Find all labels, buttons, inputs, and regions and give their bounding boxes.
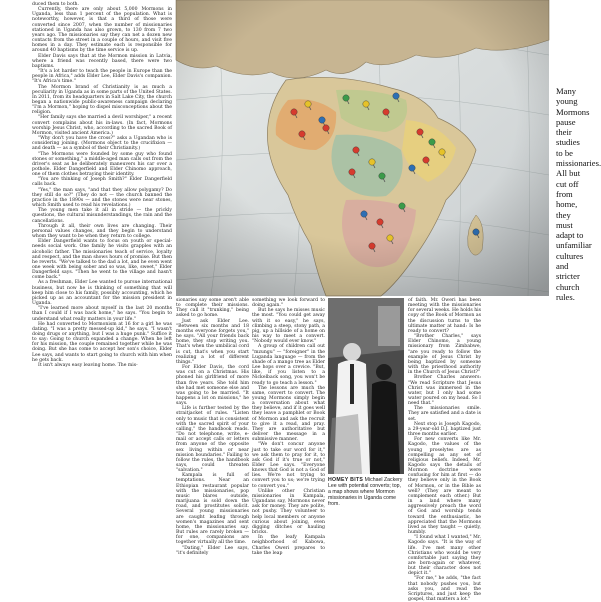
article-paragraph: Brother Charles answers: "We read Scripture that Jesus Christ was immersed in the water, but I only had some water poured on my head. So I need that.": [408, 375, 481, 407]
article-paragraph: A group of children call out "mzungu" — "foreigner" in the Luganda language — from the shade of a mango tree as Elder Lee hops over a crevice. "But, like, if you listen to a Nickelback song, you won't be ready to go teach a lesson.": [252, 344, 325, 386]
article-paragraph: "I found what I wanted," Mr. Kagodo says. "It is the way of life. I've met many other Christians who would be very comfortable just saying they are born-again or whatever, but their character does not depict it.": [408, 535, 481, 577]
article-column-4: [408, 298, 481, 602]
article-paragraph: "It's a lot harder to teach the people in Europe than the people in Africa," adds Elder Lee, Elder Davis's companion. "It's Africa's time.": [32, 69, 172, 85]
caption-lead: HOMEY BITS: [328, 477, 364, 483]
photo-caption: [328, 477, 404, 507]
article-column-2: [176, 298, 249, 556]
article-paragraph: of faith. Mr. Oweri has been meeting with the missionaries for several weeks. He holds his copy of the Book of Mormon as the discussion turns to the ultimate matter at hand: Is he ready to convert?: [408, 298, 481, 334]
article-paragraph: Currently, there are only about 5,000 Mormons in Uganda, less than 1 percent of the population. What is noteworthy, however, is that a third of those were converted since 2007, when the number of missionaries stationed in Uganda has also grown, to 130 from 7 two years ago. The missionaries say they can net a dozen new contacts from the street in a couple of hours, and visit five homes in a day. They estimate each is responsible for around 40 baptisms by the time service is up.: [32, 7, 172, 54]
caption-text: Michael Zackery Lee with potential converts; top, a map shows where Mormon missionaries in Uganda come from.: [328, 477, 403, 508]
article-paragraph: Unlike other Christian missionaries in Kampala, Ugandans say, Mormons never ask for money. They are polite, not pushy. They volunteer to help local members or anyone curious about joining, even digging ditches or hauling bricks.: [252, 488, 325, 536]
article-paragraph: The lessons are much the same, convert to convert. The young Mormons simply begin a conversation about what they believe, and if it goes well they leave a pamphlet or Book of Mormon and ask the recruit to give it a read, and pray. They are authoritative but deliver the message in a submissive manner.: [252, 385, 325, 443]
article-column-3: [252, 298, 325, 556]
article-paragraph: Kampala is full of temptations. Near an Ethiopian restaurant popular with the missionaries, pop music blares outside, marijuana is sold down the road, and prostitutes solicit. Several young missionaries are caught leafing through women's magazines and sent home, the missionaries say. But rules are rarely broken — for one, companions are together virtually all the time.: [176, 473, 249, 546]
article-paragraph: "Dating," Elder Lee says, "it's definitely: [176, 545, 249, 556]
article-paragraph: For new converts like Mr. Kagodo, the values of the young proselytes are as compelling as any set of religious beliefs. Indeed, Mr. Kagodo says the details of Mormon doctrine were confusing for him at first — do they believe only in the Book of Mormon, or in the Bible as well? (They are meant to complement each other.) But in a land where many aggressively preach the word of God and worship tends toward the enthusiastic, he appreciated that the Mormons lived as they taught — quietly, humbly.: [408, 437, 481, 536]
article-paragraph: Life is further tested by the straitjacket of rules. "Listen only to music that is consistent with the sacred spirit of your calling," the handbook reads. "Do not telephone, write, e-mail or accept calls or letters from anyone of the opposite sex living within or near mission boundaries." Failing to follow the rules, the handbook says, could threaten "salvation.": [176, 406, 249, 474]
pull-quote: Many young Mormons pause their studies to be missionaries. All but cut off from home, they must adapt to unfamiliar cultures and stricter church rules.: [556, 86, 601, 302]
article-paragraph: Elder Davis says that at the Mormon mission in Latvia, where a friend was recently based, there were two baptisms.: [32, 53, 172, 69]
article-paragraph: "Yes," the man says, "and that they allow polygamy? Do they still do so?" (They do not — the church banned the practice in the 1890s — and the stones were near stones, which Smith used to read his revelations.): [32, 187, 172, 209]
article-paragraph: "The Mormons were founded by some guy who found stones or something," a middle-aged man calls out from the driver's seat as he deliberately maneuvers his car over a pothole. Elder Dangerfield and Elder Chinomo approach, one of them clothes betraying their identity.: [32, 151, 172, 178]
article-paragraph: Through it all, their own lives are changing. Their personal values changes, and they begin to understand whom they want to be when they return to college.: [32, 223, 172, 240]
article-paragraph: The Mormon brand of Christianity is as much a peculiarity in Uganda as in some parts of the United States. In 2011, from its headquarters in Salt Lake City, the church began a nationwide public-awareness campaign declaring "I'm a Mormon," hoping to dispel misconceptions about the religion.: [32, 84, 172, 116]
article-paragraph: Next stop is Joseph Kagodo, a 29-year-old D.J. baptized just three months earlier.: [408, 421, 481, 438]
article-paragraph: For Elder Davis, the cord was cut on a Christmas. His phoned his girlfriend of more than five years. She told him she had met someone else and was going to be married. "It happens a lot on missions," he says.: [176, 365, 249, 407]
article-paragraph: "For me," he adds, "the fact that nobody pushes you, but asks you, and read the Scriptures, and just keep the gospel, that matters a lot.": [408, 576, 481, 602]
article-paragraph: As a freshman, Elder Lee wanted to pursue international business, but now he is thinking of something that will keep him close to his family, possibly accounting, which he picked up as an accountant for the mission president in Uganda.: [32, 280, 172, 307]
world-map-illustration: [176, 0, 549, 296]
article-paragraph: Just ask Elder Lee. "Between six months and 18 months everyone forgets you," he says. "All your friends back home, they stop writing you. That's when the umbilical cord is cut, that's when you start realizing a lot of different things.": [176, 318, 249, 365]
article-paragraph: Elder Dangerfield wants to focus on youth or special-needs social work. One family he visits grapples with an alcoholic father. The missionaries teach of service, loyalty and respect, and the man shows hours of promise. But then he reverts. "We've talked to the dad a lot, and he even went one week with being sober and so was, like, sweet," Elder Dangerfield says. "Then he went to the village and hasn't come back.": [32, 239, 172, 281]
article-paragraph: The missionaries smile. They are satisfied and a date is set.: [408, 406, 481, 422]
article-paragraph: But he says he misses music the most. "You could get away with it so easy," he says, climbing a steep, stony path, a pig, up a hillside of a home on his way to meet a convert. "Nobody would ever know.": [252, 308, 325, 345]
article-paragraph: "You are thinking of Joseph Smith?" Elder Dangerfield calls back.: [32, 177, 172, 188]
article-paragraph: In the leafy Kampala neighborhood of Kabowa, Charles Oweri prepares to take the leap: [252, 535, 325, 556]
article-column-1: [32, 2, 172, 542]
missionary-photo: [328, 298, 404, 474]
article-paragraph: He had converted to Mormonism at 16 for a girl he was dating. "I was a pretty messed-up kid," he says. "I wasn't doing drugs or anything, but I was a huge punk." Suffice it to say: Going to church expanded a change. When he left for his mission, the couple remained together while he was doing. But she has come to accept her son's choice, Elder Lee says, and wants to start going to church with him when he gets back.: [32, 321, 172, 363]
article-paragraph: something we look forward to doing again.": [252, 298, 325, 309]
map-photo: [176, 0, 549, 296]
photo-illustration: [328, 298, 404, 474]
article-paragraph: "Why don't you have the cross?" asks a Ugandan who is considering joining. (Mormons object to the crucifixion — and death — as a symbol of their Christianity.): [32, 136, 172, 152]
article-paragraph: "I've learned more about myself in the last 20 months than I could if I was back home," he says. "You begin to understand what really matters in your life.": [32, 306, 172, 322]
article-paragraph: duced them to both.: [32, 2, 79, 7]
article-paragraph: "Brother Charles," says Elder Chinomo, a young missionary from Zimbabwe, "are you ready to follow the example of Jesus Christ by being baptized by someone with the priesthood authority in the Church of Jesus Christ?": [408, 334, 481, 376]
article-paragraph: "We don't concur anyone just to take our word for it," we ask them to pray for it, to ask God if it's true or not," Elder Lee says. "Everyone knows that God is not a God of lies. We're not trying to convert you to us; we're trying to convert you.": [252, 442, 325, 489]
article-paragraph: sionaries say some aren't able to complete their missions. They call it "trunking," being asked to go home.: [176, 298, 249, 319]
article-paragraph: "Her family says she married a devil worshiper," a recent convert complains about his in-laws. (In fact, Mormons worship Jesus Christ, who, according to the sacred Book of Mormon, visited ancient America.): [32, 115, 172, 136]
article-paragraph: It isn't always easy leaving home. The mis-: [38, 362, 138, 368]
map-vignette: [176, 0, 549, 296]
article-paragraph: The young men take it all in stride — the prickly questions, the cultural misunderstandings, the rain and the cancellations.: [32, 208, 172, 224]
